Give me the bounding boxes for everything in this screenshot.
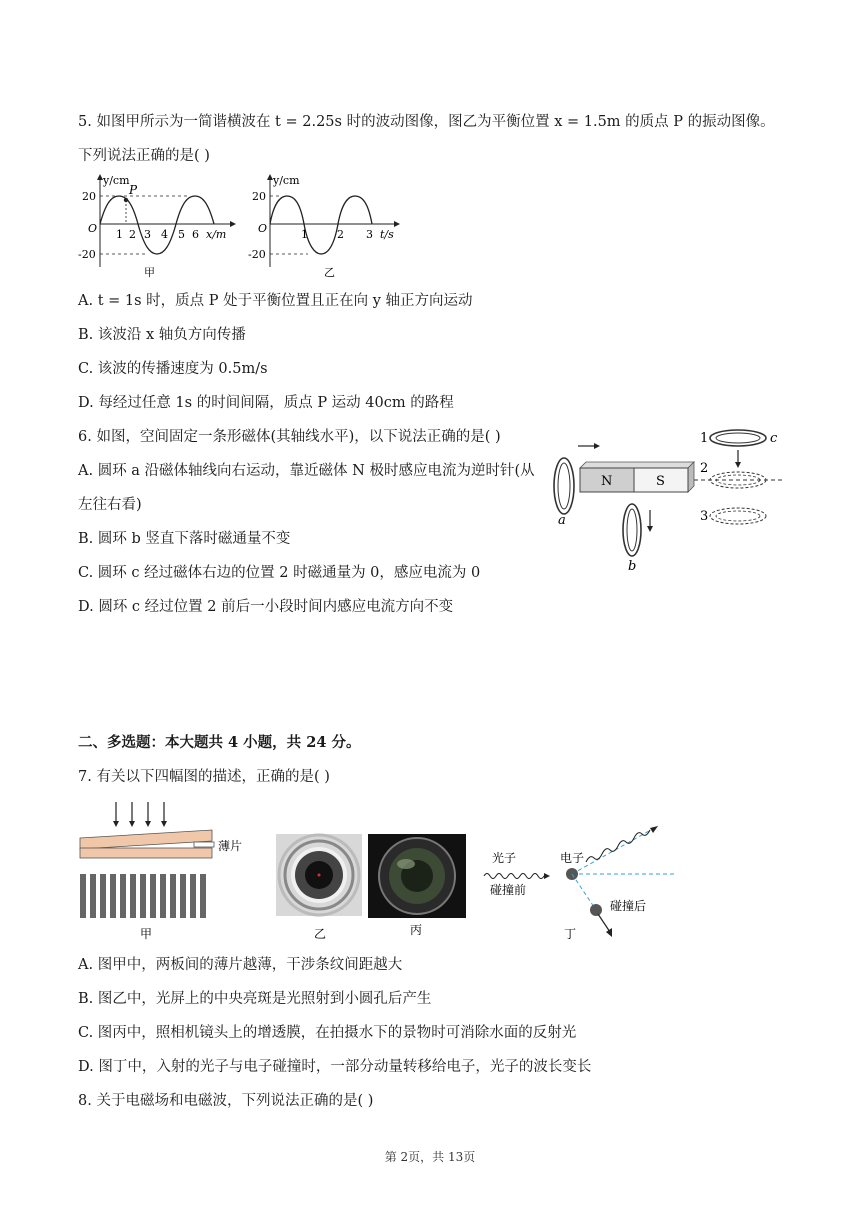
ytick-bottom-yi: -20 (248, 248, 266, 261)
page-footer: 第 2页，共 13页 (384, 1150, 476, 1164)
q6-stem: 6. 如图，空间固定一条形磁体(其轴线水平)，以下说法正确的是( ) (78, 429, 501, 445)
q7-figures (76, 796, 686, 944)
ylabel-yi: y/cm (273, 174, 300, 187)
q5-option-a: A. t = 1s 时，质点 P 处于平衡位置且正在向 y 轴正方向运动 (78, 293, 473, 309)
label-pos3: 3 (700, 509, 709, 524)
label-n: N (601, 474, 613, 489)
xtick-1: 1 (116, 228, 123, 241)
q5-option-d: D. 每经过任意 1s 的时间间隔，质点 P 运动 40cm 的路程 (78, 395, 454, 411)
camera-lens (368, 834, 466, 918)
label-a: a (558, 513, 566, 528)
lower-plate (80, 848, 212, 858)
downward-light-arrows (113, 802, 167, 827)
q5-option-b: B. 该波沿 x 轴负方向传播 (78, 327, 246, 343)
q5-figure-yi (248, 172, 408, 282)
q6-option-a: A. 圆环 a 沿磁体轴线向右运动，靠近磁体 N 极时感应电流为逆时针(从 (78, 463, 535, 479)
section-heading: 二、多选题：本大题共 4 小题，共 24 分。 (78, 734, 361, 751)
q5-figure-jia (78, 172, 238, 282)
q6-magnet-figure (548, 424, 788, 576)
label-s: S (656, 474, 665, 489)
label-after: 碰撞后 (610, 899, 647, 913)
ttick-2: 2 (337, 228, 344, 241)
label-photon: 光子 (492, 851, 517, 865)
xtick-3: 3 (144, 228, 151, 241)
ttick-1: 1 (301, 228, 308, 241)
label-b: b (628, 559, 637, 574)
q7-option-c: C. 图丙中，照相机镜头上的增透膜，在拍摄水下的景物时可消除水面的反射光 (78, 1025, 577, 1041)
caption-ding: 丁 (564, 927, 577, 941)
caption-jia: 甲 (140, 927, 153, 941)
label-film: 薄片 (218, 839, 243, 853)
xtick-2: 2 (129, 228, 136, 241)
label-p: P (129, 183, 138, 197)
q6-option-d: D. 圆环 c 经过位置 2 前后一小段时间内感应电流方向不变 (78, 599, 454, 615)
q6-option-a-cont: 左往右看) (78, 497, 142, 513)
caption-bing: 丙 (410, 923, 423, 937)
scattered-electron (590, 904, 602, 916)
xlabel-yi: t/s (380, 228, 394, 241)
origin-yi: O (258, 222, 268, 235)
caption-yi: 乙 (314, 927, 327, 941)
q6-option-b: B. 圆环 b 竖直下落时磁通量不变 (78, 531, 291, 547)
q7-stem: 7. 有关以下四幅图的描述，正确的是( ) (78, 769, 330, 785)
q8-stem: 8. 关于电磁场和电磁波，下列说法正确的是( ) (78, 1093, 374, 1109)
ytick-top-jia: 20 (82, 190, 96, 203)
interference-fringes (80, 874, 206, 918)
origin-jia: O (88, 222, 98, 235)
q7-option-b: B. 图乙中，光屏上的中央亮斑是光照射到小圆孔后产生 (78, 991, 432, 1007)
xtick-4: 4 (161, 228, 168, 241)
label-c: c (770, 431, 778, 446)
ring-c (710, 430, 766, 446)
point-p (124, 198, 128, 202)
ring-a (554, 458, 574, 514)
q6-option-c: C. 圆环 c 经过磁体右边的位置 2 时磁通量为 0，感应电流为 0 (78, 565, 481, 581)
label-before: 碰撞前 (490, 883, 527, 897)
q5-stem-line2: 下列说法正确的是( ) (78, 148, 210, 164)
label-pos2: 2 (700, 461, 709, 476)
ytick-top-yi: 20 (252, 190, 266, 203)
ring-b (623, 504, 641, 556)
ttick-3: 3 (366, 228, 373, 241)
q5-option-c: C. 该波的传播速度为 0.5m/s (78, 361, 268, 377)
ytick-bottom-jia: -20 (78, 248, 96, 261)
xlabel-jia: x/m (206, 228, 227, 241)
caption-yi: 乙 (324, 266, 335, 279)
q5-stem-line1: 5. 如图甲所示为一简谐横波在 t = 2.25s 时的波动图像，图乙为平衡位置 x = 1.5m 的质点 P 的振动图像。 (78, 114, 775, 130)
xtick-5: 5 (178, 228, 185, 241)
label-pos1: 1 (700, 431, 709, 446)
xtick-6: 6 (192, 228, 199, 241)
caption-jia: 甲 (144, 266, 155, 279)
diffraction-pattern (276, 834, 362, 916)
ylabel-jia: y/cm (103, 174, 130, 187)
vibration-curve-yi (270, 196, 372, 254)
wave-curve-jia (100, 196, 214, 254)
q7-option-d: D. 图丁中，入射的光子与电子碰撞时，一部分动量转移给电子，光子的波长变长 (78, 1059, 592, 1075)
upper-plate (80, 830, 212, 849)
label-electron: 电子 (560, 851, 585, 865)
q7-option-a: A. 图甲中，两板间的薄片越薄，干涉条纹间距越大 (78, 957, 403, 973)
